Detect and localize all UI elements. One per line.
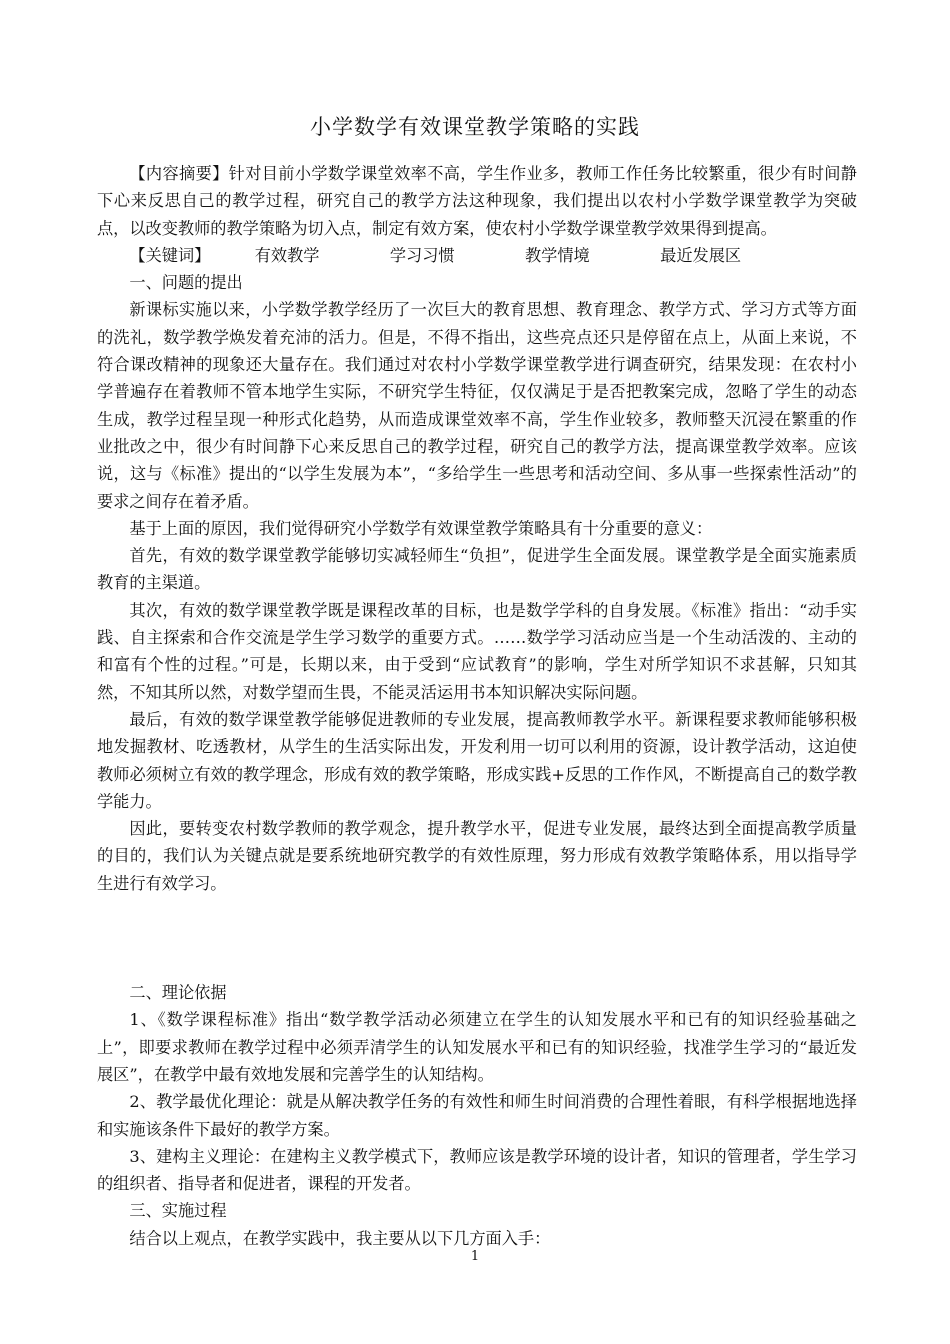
keywords-label: 【关键词】: [129, 245, 211, 265]
body-paragraph: 3、建构主义理论：在建构主义教学模式下，教师应该是教学环境的设计者，知识的管理者，学生学习的组织者、指导者和促进者，课程的开发者。: [97, 1146, 857, 1194]
page-number: 1: [470, 1249, 480, 1264]
keyword-item: 有效教学: [254, 245, 320, 265]
keywords-line: [97, 242, 857, 269]
document-body: [97, 160, 857, 1252]
body-paragraph: 最后，有效的数学课堂教学能够促进教师的专业发展，提高教师教学水平。新课程要求教师能够积极地发掘教材、吃透教材，从学生的生活实际出发，开发利用一切可以利用的资源，设计教学活动，这迫使教师必须树立有效的教学理念，形成有效的教学策略，形成实践+反思的工作作风，不断提高自己的数学教学能力。: [97, 709, 857, 811]
body-paragraph: 其次，有效的数学课堂教学既是课程改革的目标，也是数学学科的自身发展。《标准》指出：“动手实践、自主探索和合作交流是学生学习数学的重要方式。……数学学习活动应当是一个生动活泼的、主动的和富有个性的过程。”可是，长期以来，由于受到“应试教育”的影响，学生对所学知识不求甚解，只知其然，不知其所以然，对数学望而生畏，不能灵活运用书本知识解决实际问题。: [97, 600, 857, 702]
body-paragraph: 新课标实施以来，小学数学教学经历了一次巨大的教育思想、教育理念、教学方式、学习方式等方面的洗礼，数学教学焕发着充沛的活力。但是，不得不指出，这些亮点还只是停留在点上，从面上来说，不符合课改精神的现象还大量存在。我们通过对农村小学数学课堂教学进行调查研究，结果发现：在农村小学普遍存在着教师不管本地学生实际，不研究学生特征，仅仅满足于是否把教案完成，忽略了学生的动态生成，教学过程呈现一种形式化趋势，从而造成课堂效率不高，学生作业较多，教师整天沉浸在繁重的作业批改之中，很少有时间静下心来反思自己的教学过程，研究自己的教学方法，提高课堂教学效率。应该说，这与《标准》提出的“以学生发展为本”，“多给学生一些思考和活动空间、多从事一些探索性活动”的要求之间存在着矛盾。: [97, 300, 857, 511]
body-paragraph: 结合以上观点，在教学实践中，我主要从以下几方面入手：: [129, 1228, 551, 1248]
section-heading: 三、实施过程: [129, 1201, 227, 1221]
body-paragraph: 基于上面的原因，我们觉得研究小学数学有效课堂教学策略具有十分重要的意义：: [129, 518, 713, 538]
document-title: 小学数学有效课堂教学策略的实践: [310, 115, 640, 139]
keyword-item: 教学情境: [525, 245, 590, 265]
body-paragraph: 因此，要转变农村数学教师的教学观念，提升教学水平，促进专业发展，最终达到全面提高教学质量的目的，我们认为关键点就是要系统地研究教学的有效性原理，努力形成有效教学策略体系，用以指导学生进行有效学习。: [97, 819, 857, 893]
section-heading: 一、问题的提出: [129, 273, 243, 293]
keyword-item: 最近发展区: [660, 245, 742, 265]
body-paragraph: 2、教学最优化理论：就是从解决教学任务的有效性和师生时间消费的合理性着眼，有科学根据地选择和实施该条件下最好的教学方案。: [97, 1092, 857, 1139]
section-heading: 二、理论依据: [129, 983, 227, 1003]
body-paragraph: 1、《数学课程标准》指出“数学教学活动必须建立在学生的认知发展水平和已有的知识经验基础之上”，即要求教师在教学过程中必须弄清学生的认知发展水平和已有的知识经验，找准学生学习的“最近发展区”，在教学中最有效地发展和完善学生的认知结构。: [97, 1010, 857, 1084]
blank-space: [97, 897, 857, 979]
abstract-paragraph: 【内容摘要】针对目前小学数学课堂效率不高，学生作业多，教师工作任务比较繁重，很少有时间静下心来反思自己的教学过程，研究自己的教学方法这种现象，我们提出以农村小学数学课堂教学为突破点，以改变教师的教学策略为切入点，制定有效方案，使农村小学数学课堂教学效果得到提高。: [97, 164, 857, 238]
keyword-item: 学习习惯: [389, 245, 455, 265]
body-paragraph: 首先，有效的数学课堂教学能够切实减轻师生“负担”，促进学生全面发展。课堂教学是全面实施素质教育的主渠道。: [97, 546, 857, 593]
